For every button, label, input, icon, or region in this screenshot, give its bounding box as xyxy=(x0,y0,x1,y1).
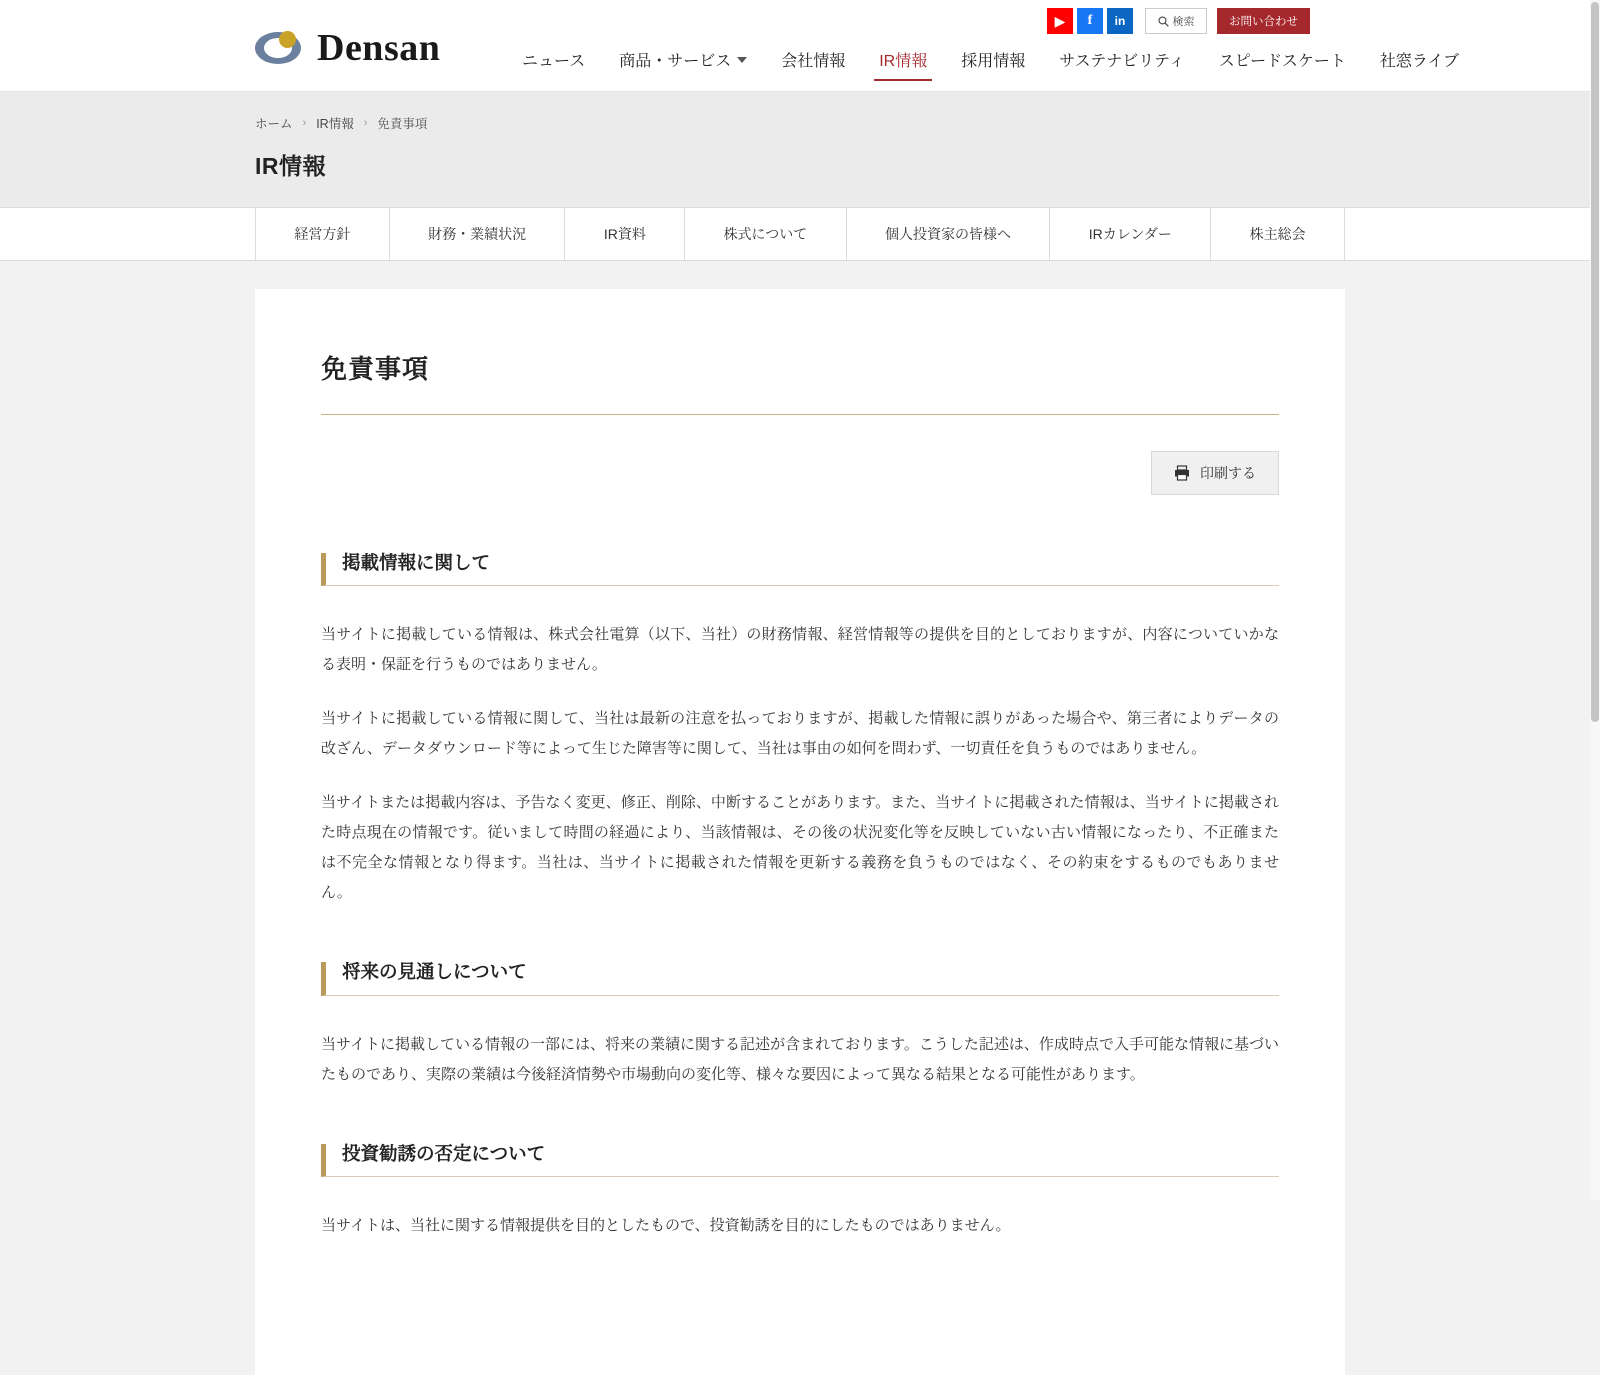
section-heading: 投資勧誘の否定について xyxy=(321,1144,1279,1177)
linkedin-glyph: in xyxy=(1114,14,1126,28)
content-card xyxy=(255,289,1345,1375)
site-logo[interactable] xyxy=(255,28,440,68)
scrollbar-thumb[interactable] xyxy=(1591,2,1599,722)
tab-label: IRカレンダー xyxy=(1088,226,1172,242)
chevron-down-icon xyxy=(737,57,747,63)
section-forward-looking xyxy=(321,962,1279,1089)
print-button-label: 印刷する xyxy=(1200,465,1256,481)
section-heading: 将来の見通しについて xyxy=(321,962,1279,995)
linkedin-icon[interactable] xyxy=(1107,8,1133,34)
section-paragraph: 当サイトまたは掲載内容は、予告なく変更、修正、削除、中断することがあります。また、当サイトに掲載された情報は、当サイトに掲載された時点現在の情報です。従いまして時間の経過により、当該情報は、その後の状況変化等を反映していない古い情報になったり、不正確または不完全な情報となり得ます。当社は、当サイトに掲載された情報を更新する義務を負うものではなく、その約束をするものでもありません。 xyxy=(321,794,1279,902)
breadcrumb-item-home[interactable]: ホーム xyxy=(255,117,293,131)
nav-item-recruit[interactable] xyxy=(944,48,1042,81)
tab-label: 経営方針 xyxy=(294,226,351,242)
nav-item-products-services[interactable] xyxy=(602,48,764,81)
search-button-label: 検索 xyxy=(1172,16,1195,28)
facebook-glyph: f xyxy=(1087,13,1093,28)
tab-financials[interactable] xyxy=(389,208,565,260)
tab-label: 株式について xyxy=(723,226,808,242)
search-button[interactable] xyxy=(1145,8,1207,34)
logo-wordmark: Densan xyxy=(317,27,441,69)
tab-label: 株主総会 xyxy=(1249,226,1306,242)
title-divider xyxy=(321,414,1279,415)
section-paragraph: 当サイトに掲載している情報に関して、当社は最新の注意を払っておりますが、掲載した情報に誤りがあった場合や、第三者によりデータの改ざん、データダウンロード等によって生じた障害等に関して、当社は事由の如何を問わず、一切責任を負うものではありません。 xyxy=(321,710,1279,758)
nav-item-office-live[interactable] xyxy=(1363,48,1476,81)
tab-shareholders-meeting[interactable] xyxy=(1210,208,1345,260)
nav-item-label: 会社情報 xyxy=(781,53,846,70)
nav-item-news[interactable] xyxy=(505,48,602,81)
nav-item-ir[interactable] xyxy=(862,48,944,81)
search-icon xyxy=(1158,16,1169,27)
tab-ir-materials[interactable] xyxy=(564,208,684,260)
facebook-icon[interactable] xyxy=(1077,8,1103,34)
section-no-solicitation xyxy=(321,1144,1279,1241)
tab-individual-investors[interactable] xyxy=(846,208,1050,260)
contact-button-label: お問い合わせ xyxy=(1229,16,1298,28)
tab-stock-info[interactable] xyxy=(684,208,845,260)
local-navigation xyxy=(0,208,1600,261)
print-button[interactable] xyxy=(1151,451,1279,495)
nav-item-speed-skating[interactable] xyxy=(1202,48,1363,81)
nav-item-sustainability[interactable] xyxy=(1042,48,1201,81)
nav-item-label: 商品・サービス xyxy=(619,53,732,70)
section-paragraph: 当サイトに掲載している情報は、株式会社電算（以下、当社）の財務情報、経営情報等の提供を目的としておりますが、内容についていかなる表明・保証を行うものではありません。 xyxy=(321,626,1279,674)
section-heading: 掲載情報に関して xyxy=(321,553,1279,586)
page-scrollbar[interactable] xyxy=(1590,0,1600,1200)
nav-item-label: スピードスケート xyxy=(1218,53,1346,70)
page-title: IR情報 xyxy=(255,153,326,179)
tab-ir-calendar[interactable] xyxy=(1049,208,1210,260)
contact-button[interactable] xyxy=(1217,8,1310,34)
densan-logo-icon xyxy=(255,28,309,68)
breadcrumb-item-ir[interactable]: IR情報 xyxy=(316,117,354,131)
nav-item-label: 社窓ライブ xyxy=(1379,53,1459,70)
breadcrumb-item-current: 免責事項 xyxy=(377,117,428,131)
printer-icon xyxy=(1174,465,1190,481)
nav-item-company[interactable] xyxy=(764,48,862,81)
utility-bar xyxy=(1047,8,1310,34)
nav-item-label: ニュース xyxy=(522,53,586,70)
breadcrumb xyxy=(255,114,1345,132)
page-title-band xyxy=(0,92,1600,208)
nav-item-label: 採用情報 xyxy=(961,53,1026,70)
youtube-icon[interactable] xyxy=(1047,8,1073,34)
global-navigation xyxy=(505,48,1476,81)
site-header xyxy=(0,0,1600,92)
youtube-glyph: ▶ xyxy=(1054,13,1066,29)
document-title: 免責事項 xyxy=(321,354,430,384)
nav-item-label: サステナビリティ xyxy=(1059,53,1185,70)
breadcrumb-separator-icon: › xyxy=(363,117,368,129)
tab-label: 財務・業績状況 xyxy=(428,226,527,242)
tab-label: 個人投資家の皆様へ xyxy=(885,226,1012,242)
section-posted-information xyxy=(321,553,1279,908)
tab-label: IR資料 xyxy=(603,226,646,242)
breadcrumb-separator-icon: › xyxy=(302,117,307,129)
section-paragraph: 当サイトは、当社に関する情報提供を目的としたもので、投資勧誘を目的にしたものではありません。 xyxy=(321,1217,1011,1235)
nav-item-label: IR情報 xyxy=(879,53,928,70)
print-row xyxy=(321,451,1279,495)
page-body xyxy=(0,261,1600,1375)
section-paragraph: 当サイトに掲載している情報の一部には、将来の業績に関する記述が含まれております。こうした記述は、作成時点で入手可能な情報に基づいたものであり、実際の業績は今後経済情勢や市場動向の変化等、様々な要因によって異なる結果となる可能性があります。 xyxy=(321,1035,1279,1083)
tab-management-policy[interactable] xyxy=(255,208,389,260)
